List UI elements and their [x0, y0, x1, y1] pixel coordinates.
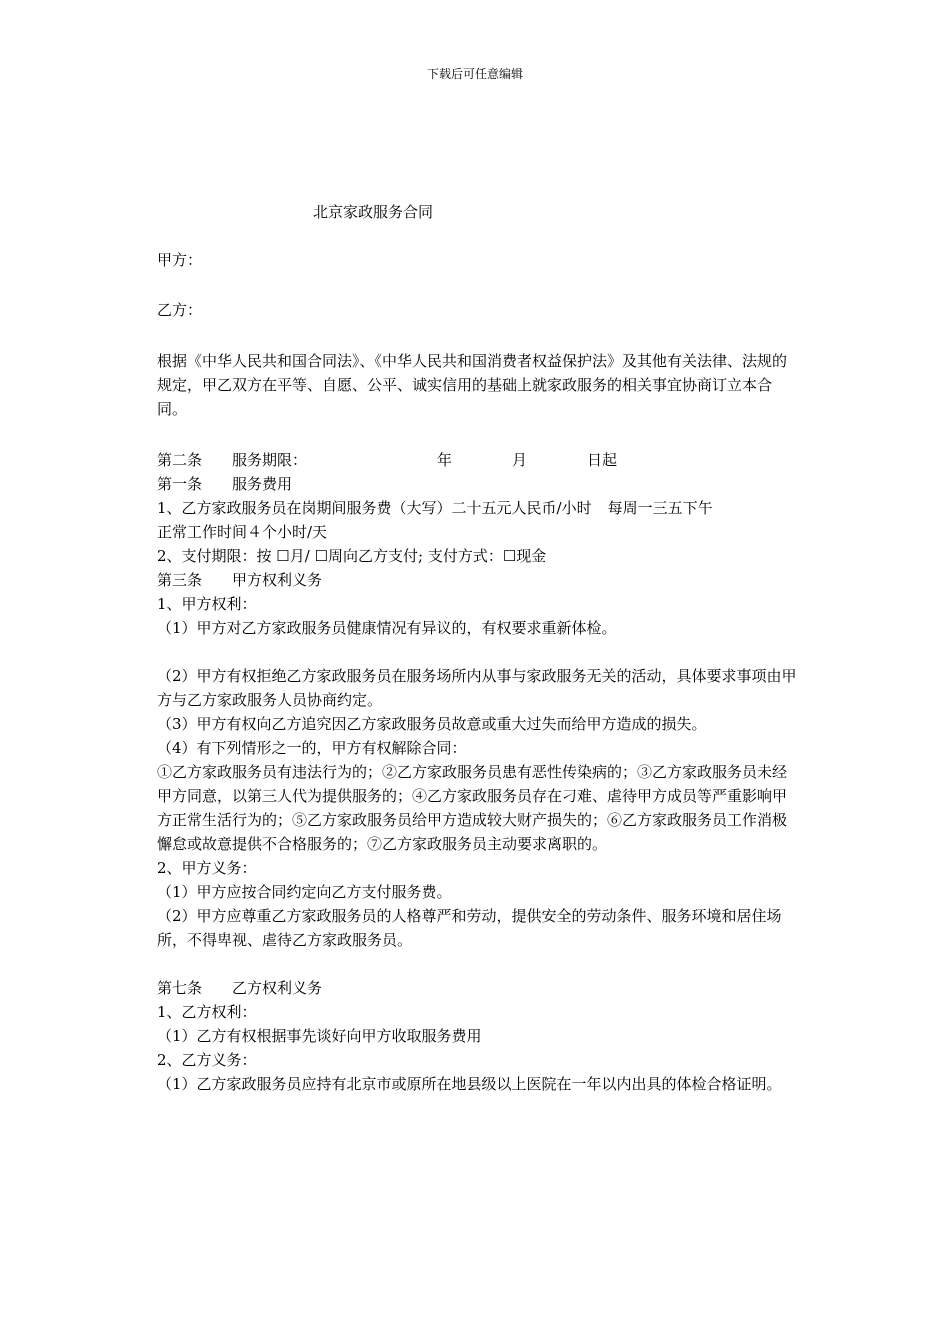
article-1-line [157, 472, 797, 496]
article-label: 服务期限： [232, 451, 308, 469]
party-a-right-2: （2）甲方有权拒绝乙方家政服务员在服务场所内从事与家政服务无关的活动，具体要求事项由甲方与乙方家政服务人员协商约定。 [157, 667, 797, 709]
party-b-duties-heading: 2、乙方义务： [157, 1051, 257, 1069]
party-a-duties-heading: 2、甲方义务： [157, 859, 257, 877]
party-a-right-4-detail: ①乙方家政服务员有违法行为的；②乙方家政服务员患有恶性传染病的；③乙方家政服务员未经甲方同意，以第三人代为提供服务的；④乙方家政服务员存在刁难、虐待甲方成员等严重影响甲方正常生活行为的；⑤乙方家政服务员给甲方造成较大财产损失的；⑥乙方家政服务员工作消极懈怠或故意提供不合格服务的；⑦乙方家政服务员主动要求离职的。 [157, 763, 788, 853]
party-a-right-3: （3）甲方有权向乙方追究因乙方家政服务员故意或重大过失而给甲方造成的损失。 [157, 715, 707, 733]
article-label: 服务费用 [232, 475, 293, 493]
article-number: 第七条 [157, 979, 203, 997]
article-2-line [157, 448, 797, 472]
fee-item-1-cont: 正常工作时间４个小时/天 [157, 523, 328, 541]
party-b-right-1: （1）乙方有权根据事先谈好向甲方收取服务费用 [157, 1027, 482, 1045]
party-b-duty-1: （1）乙方家政服务员应持有北京市或原所在地县级以上医院在一年以内出具的体检合格证明。 [157, 1075, 782, 1093]
party-b-rights-heading: 1、乙方权利： [157, 1003, 257, 1021]
article-number: 第三条 [157, 571, 203, 589]
party-a-rights-heading: 1、甲方权利： [157, 595, 257, 613]
fee-item-2: 2、支付期限：按 ☐月/ ☐周向乙方支付; 支付方式：☐现金 [157, 547, 547, 565]
party-a-duty-1: （1）甲方应按合同约定向乙方支付服务费。 [157, 883, 452, 901]
article-label: 乙方权利义务 [232, 979, 323, 997]
article-number: 第一条 [157, 475, 203, 493]
header-note: 下载后可任意编辑 [426, 67, 523, 81]
document-title: 北京家政服务合同 [313, 203, 434, 221]
article-label: 甲方权利义务 [232, 571, 323, 589]
article-3-line [157, 568, 797, 592]
article-7-line [157, 976, 797, 1000]
fee-schedule: 每周一三五下午 [607, 499, 713, 517]
intro-paragraph: 根据《中华人民共和国合同法》、《中华人民共和国消费者权益保护法》及其他有关法律、法规的规定，甲乙双方在平等、自愿、公平、诚实信用的基础上就家政服务的相关事宜协商订立本合同。 [157, 352, 788, 418]
contract-body [157, 448, 797, 1096]
article-number: 第二条 [157, 451, 203, 469]
party-a-right-1: （1）甲方对乙方家政服务员健康情况有异议的，有权要求重新体检。 [157, 619, 617, 637]
party-b-label: 乙方： [157, 301, 203, 319]
year-label: 年 [437, 451, 453, 469]
party-a-duty-2: （2）甲方应尊重乙方家政服务员的人格尊严和劳动，提供安全的劳动条件、服务环境和居住场所，不得卑视、虐待乙方家政服务员。 [157, 907, 782, 949]
month-label: 月 [512, 451, 528, 469]
fee-item-1-text: 1、乙方家政服务员在岗期间服务费（大写）二十五元人民币/小时 [157, 499, 592, 517]
party-a-right-4: （4）有下列情形之一的，甲方有权解除合同： [157, 739, 467, 757]
party-a-label: 甲方： [157, 251, 203, 269]
day-label: 日起 [587, 451, 618, 469]
fee-item-1 [157, 496, 797, 520]
